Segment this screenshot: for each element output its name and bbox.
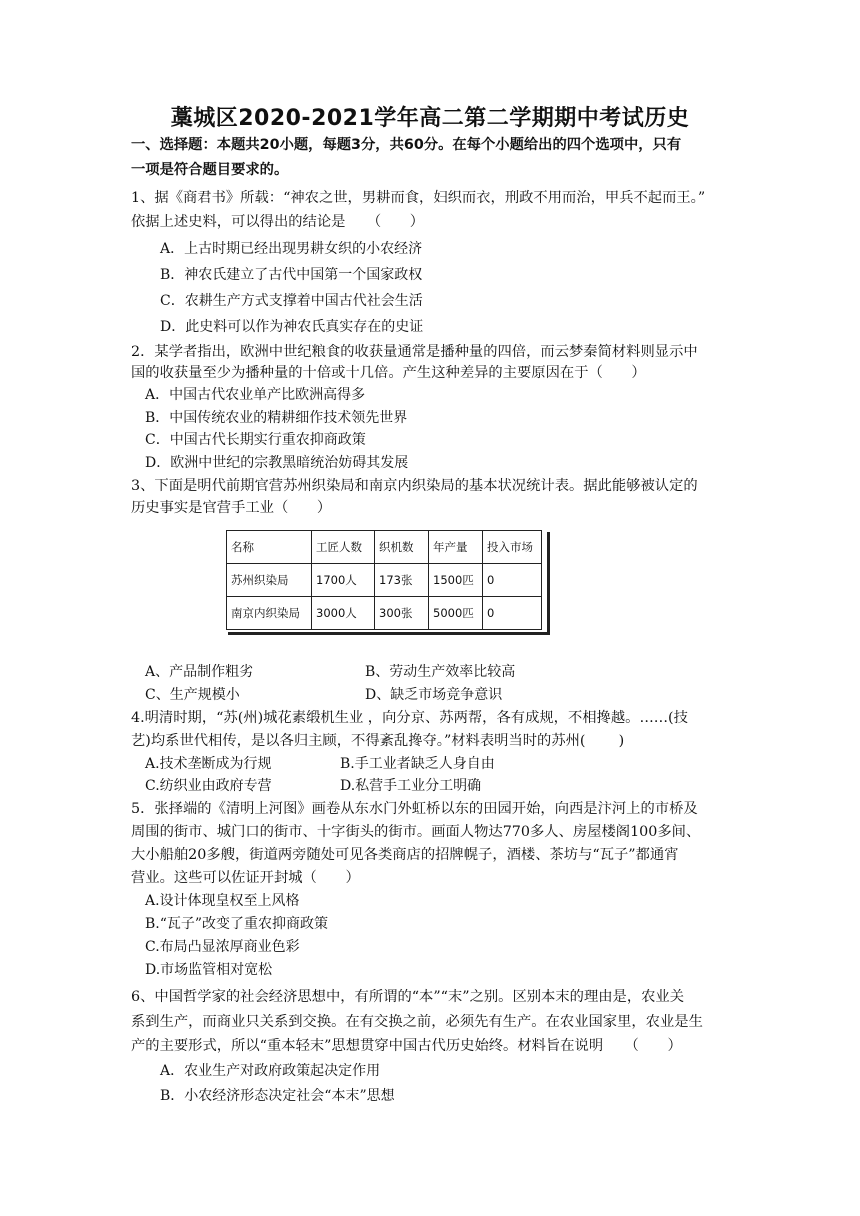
q5-option-c: C.布局凸显浓厚商业色彩 [145,939,300,955]
table-row [227,564,542,597]
q5-stem-line-4: 营业。这些可以佐证开封城（ ） [131,870,360,886]
q6-stem-line-1: 6、中国哲学家的社会经济思想中，有所谓的“本”“末”之别。区别本末的理由是，农业关 [131,989,685,1005]
table-header-cell: 工匠人数 [312,531,375,564]
q3-stem-line-1: 3、下面是明代前期官营苏州织染局和南京内织染局的基本状况统计表。据此能够被认定的 [131,478,698,494]
q1-stem-line-2: 依据上述史料，可以得出的结论是 （ ） [131,214,425,230]
q6-stem-line-2: 系到生产，而商业只关系到交换。在有交换之前，必须先有生产。在农业国家里，农业是生 [131,1014,703,1030]
table-shadow [228,632,550,635]
q2-stem-line-2: 国的收获量至少为播种量的十倍或十几倍。产生这种差异的主要原因在于（ ） [131,365,646,381]
q3-option-b: B、劳动生产效率比较高 [365,664,516,680]
q4-stem-line-2: 艺)均系世代相传，是以各归主顾，不得紊乱搀夺。”材料表明当时的苏州( ) [131,733,625,749]
q5-stem-line-3: 大小船舶20多艘，街道两旁随处可见各类商店的招牌幌子，酒楼、茶坊与“瓦子”都通宵 [131,847,679,863]
q1-option-c: C．农耕生产方式支撑着中国古代社会生活 [160,293,423,309]
q3-stem-line-2: 历史事实是官营手工业（ ） [131,500,332,516]
page-title: 藁城区2020-2021学年高二第二学期期中考试历史 [170,106,690,131]
q2-option-b: B．中国传统农业的精耕细作技术领先世界 [145,410,408,426]
table-shadow [547,532,550,634]
statistics-table [226,530,542,630]
table-cell: 0 [483,564,542,597]
q4-option-a: A.技术垄断成为行规 [145,756,272,772]
q1-option-d: D．此史料可以作为神农氏真实存在的史证 [160,319,424,335]
table-header-cell: 名称 [227,531,312,564]
q4-option-b: B.手工业者缺乏人身自由 [340,756,495,772]
q1-option-a: A．上古时期已经出现男耕女织的小农经济 [160,241,423,257]
q5-option-d: D.市场监管相对宽松 [145,962,273,978]
table-cell: 5000匹 [429,597,483,630]
q2-stem-line-1: 2．某学者指出，欧洲中世纪粮食的收获量通常是播种量的四倍，而云梦秦简材料则显示中 [131,344,698,360]
q3-option-d: D、缺乏市场竞争意识 [365,687,503,703]
q1-option-b: B．神农氏建立了古代中国第一个国家政权 [160,267,423,283]
table-cell: 苏州织染局 [227,564,312,597]
q6-stem-line-3: 产的主要形式，所以“重本轻末”思想贯穿中国古代历史始终。材料旨在说明 （ ） [131,1038,682,1054]
q3-option-a: A、产品制作粗劣 [145,664,254,680]
table-header-cell: 年产量 [429,531,483,564]
table-header-row [227,531,542,564]
q5-stem-line-1: 5．张择端的《清明上河图》画卷从东水门外虹桥以东的田园开始，向西是汴河上的市桥及 [131,801,698,817]
q3-option-c: C、生产规模小 [145,687,240,703]
q2-option-c: C．中国古代长期实行重农抑商政策 [145,432,366,448]
table-row [227,597,542,630]
q2-option-d: D．欧洲中世纪的宗教黑暗统治妨碍其发展 [145,455,409,471]
q5-stem-line-2: 周围的街市、城门口的街市、十字街头的街市。画面人物达770多人、房屋楼阁100多间、 [131,824,701,840]
table-header-cell: 织机数 [375,531,429,564]
q1-stem-line-1: 1、据《商君书》所载：“神农之世，男耕而食，妇织而衣，刑政不用而治，甲兵不起而王。” [131,190,706,206]
q2-option-a: A．中国古代农业单产比欧洲高得多 [145,387,366,403]
section-heading-line-2: 一项是符合题目要求的。 [131,162,289,178]
q6-option-a: A．农业生产对政府政策起决定作用 [160,1063,381,1079]
q4-stem-line-1: 4.明清时期，“苏(州)城花素缎机生业 ，向分京、苏两帮，各有成规，不相搀越。……(技 [131,710,688,726]
q5-option-b: B.“瓦子”改变了重农抑商政策 [145,916,329,932]
table-cell: 1500匹 [429,564,483,597]
table-cell: 173张 [375,564,429,597]
q5-option-a: A.设计体现皇权至上风格 [145,893,300,909]
table-cell: 0 [483,597,542,630]
q6-option-b: B．小农经济形态决定社会“本末”思想 [160,1088,395,1104]
table-cell: 1700人 [312,564,375,597]
table-cell: 南京内织染局 [227,597,312,630]
table-cell: 300张 [375,597,429,630]
section-heading-line-1: 一、选择题：本题共20小题，每题3分，共60分。在每个小题给出的四个选项中，只有 [131,137,682,153]
table-header-cell: 投入市场 [483,531,542,564]
q4-option-d: D.私营手工业分工明确 [340,778,482,794]
table-cell: 3000人 [312,597,375,630]
q4-option-c: C.纺织业由政府专营 [145,778,272,794]
